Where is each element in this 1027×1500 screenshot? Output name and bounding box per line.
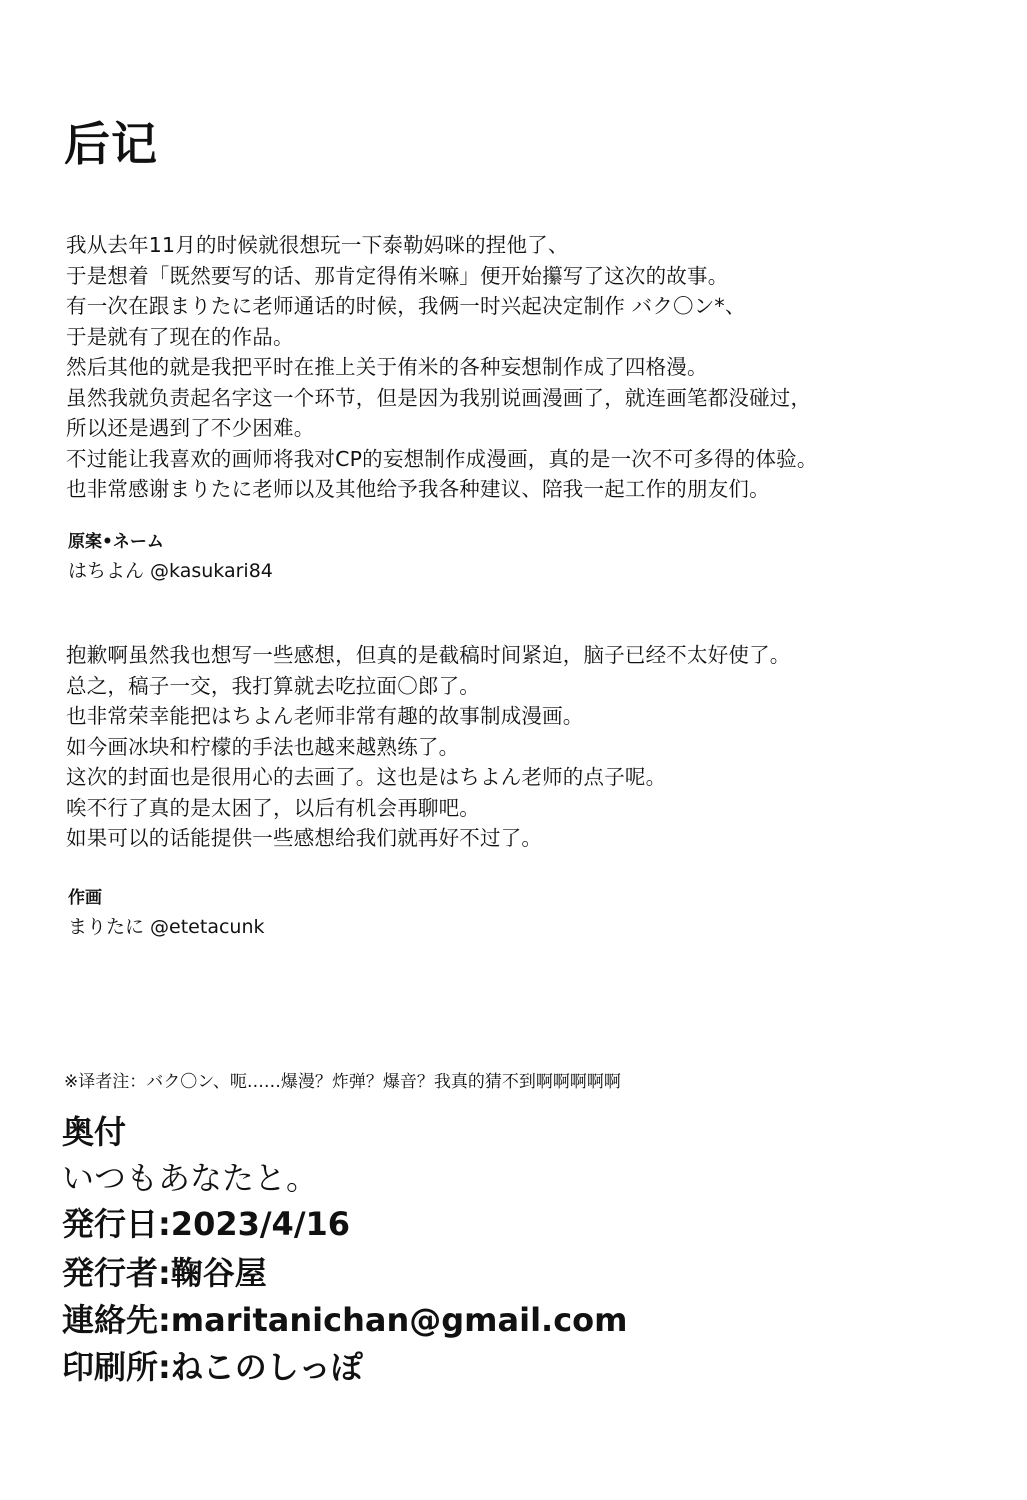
text-line: 有一次在跟まりたに老师通话的时候，我俩一时兴起决定制作 バク〇ン*、	[66, 294, 746, 318]
afterword-paragraph-2	[66, 640, 791, 854]
text-line: 唉不行了真的是太困了，以后有机会再聊吧。	[66, 795, 480, 820]
text-line: 于是就有了现在的作品。	[66, 324, 294, 349]
text-line: 然后其他的就是我把平时在推上关于侑米的各种妄想制作成了四格漫。	[66, 355, 708, 379]
text-line: 不过能让我喜欢的画师将我对CP的妄想制作成漫画，真的是一次不可多得的体验。	[66, 446, 818, 471]
text-line: 也非常感谢まりたに老师以及其他给予我各种建议、陪我一起工作的朋友们。	[66, 477, 770, 501]
text-line: 这次的封面也是很用心的去画了。这也是はちよん老师的点子呢。	[66, 765, 667, 789]
afterword-title: 后记	[64, 117, 158, 171]
colophon-printer: 印刷所:ねこのしっぽ	[62, 1348, 363, 1386]
text-line: 我从去年11月的时候就很想玩一下泰勒妈咪的捏他了、	[66, 233, 569, 257]
story-credit-label: 原案•ネーム	[68, 532, 164, 552]
story-credit-value: はちよん @kasukari84	[68, 560, 273, 582]
translator-note: ※译者注：バク〇ン、呃……爆漫？炸弹？爆音？我真的猜不到啊啊啊啊啊	[64, 1072, 621, 1092]
colophon-release-date: 発行日:2023/4/16	[62, 1205, 351, 1243]
text-line: 如今画冰块和柠檬的手法也越来越熟练了。	[66, 734, 460, 759]
afterword-paragraph-1	[66, 230, 818, 505]
text-line: 抱歉啊虽然我也想写一些感想，但真的是截稿时间紧迫，脑子已经不太好使了。	[66, 643, 791, 667]
text-line: 总之，稿子一交，我打算就去吃拉面〇郎了。	[66, 673, 480, 698]
colophon-heading: 奥付	[62, 1113, 127, 1151]
art-credit-label: 作画	[68, 888, 102, 908]
text-line: 所以还是遇到了不少困难。	[66, 416, 315, 440]
art-credit-value: まりたに @etetacunk	[68, 916, 265, 938]
colophon-contact: 連絡先:maritanichan@gmail.com	[62, 1301, 628, 1339]
text-line: 于是想着「既然要写的话、那肯定得侑米嘛」便开始攥写了这次的故事。	[66, 263, 729, 288]
colophon-book-title: いつもあなたと。	[62, 1159, 319, 1197]
text-line: 如果可以的话能提供一些感想给我们就再好不过了。	[66, 826, 543, 850]
text-line: 也非常荣幸能把はちよん老师非常有趣的故事制成漫画。	[66, 704, 584, 728]
colophon-publisher: 発行者:鞠谷屋	[62, 1254, 267, 1292]
text-line: 虽然我就负责起名字这一个环节，但是因为我别说画漫画了，就连画笔都没碰过，	[66, 385, 812, 410]
